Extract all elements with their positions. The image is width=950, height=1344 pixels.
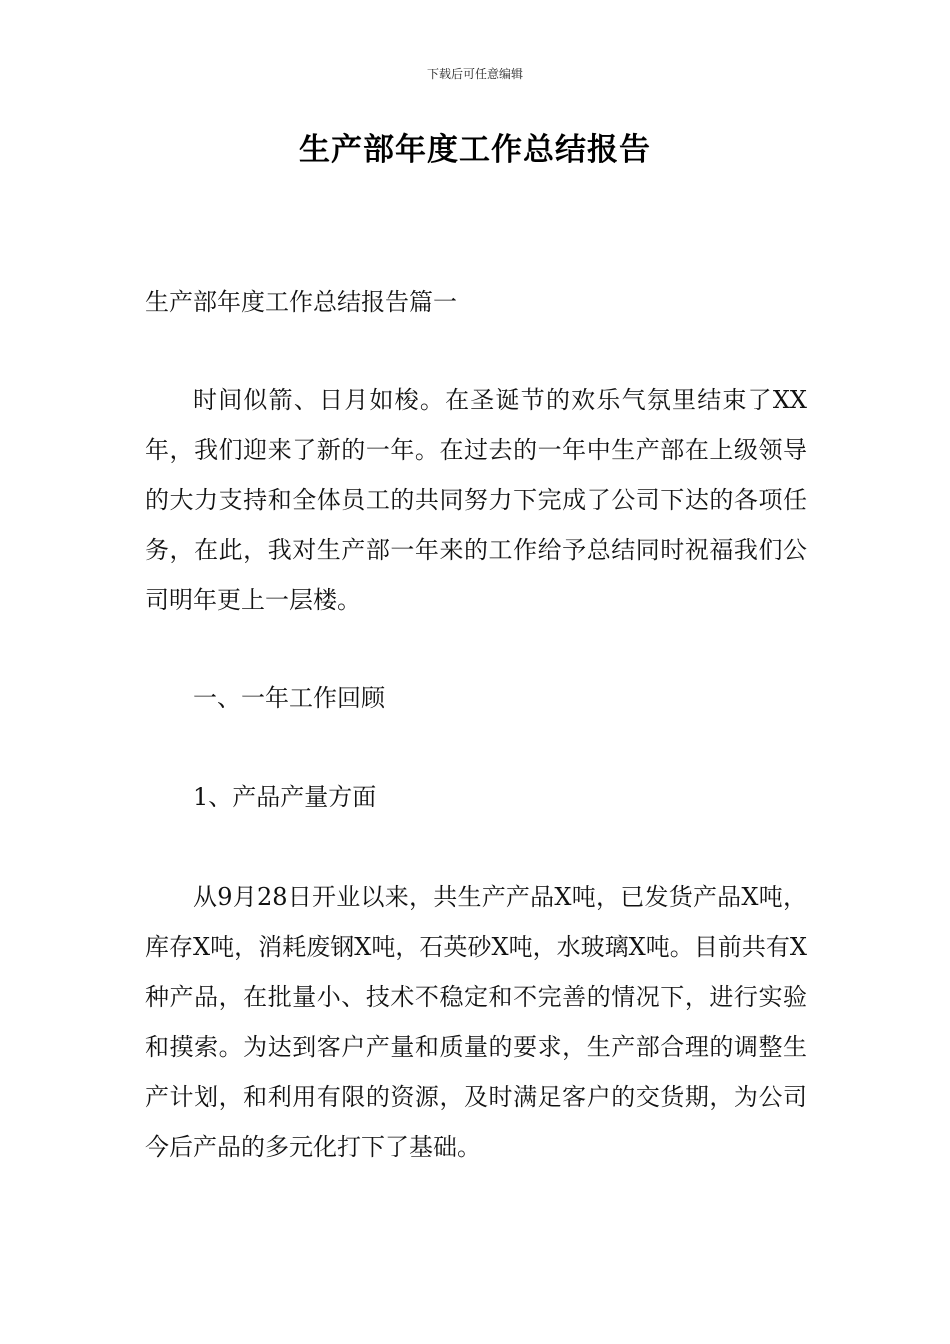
header-note: 下载后可任意编辑: [426, 67, 523, 81]
document-title: 生产部年度工作总结报告: [299, 132, 651, 168]
intro-paragraph: 时间似箭、日月如梭。在圣诞节的欢乐气氛里结束了XX年，我们迎来了新的一年。在过去的一年中生产部在上级领导的大力支持和全体员工的共同努力下完成了公司下达的各项任务，在此，我对生产部一年来的工作给予总结同时祝福我们公司明年更上一层楼。: [145, 386, 807, 614]
output-paragraph: 从9月28日开业以来，共生产产品X吨，已发货产品X吨，库存X吨，消耗废钢X吨，石英砂X吨，水玻璃X吨。目前共有X种产品，在批量小、技术不稳定和不完善的情况下，进行实验和摸索。为达到客户产量和质量的要求，生产部合理的调整生产计划，和利用有限的资源，及时满足客户的交货期，为公司今后产品的多元化打下了基础。: [145, 883, 807, 1161]
section-heading-review: 一、一年工作回顾: [193, 684, 385, 712]
section-subtitle: 生产部年度工作总结报告篇一: [145, 288, 457, 316]
subsection-heading-output: 1、产品产量方面: [193, 783, 377, 811]
